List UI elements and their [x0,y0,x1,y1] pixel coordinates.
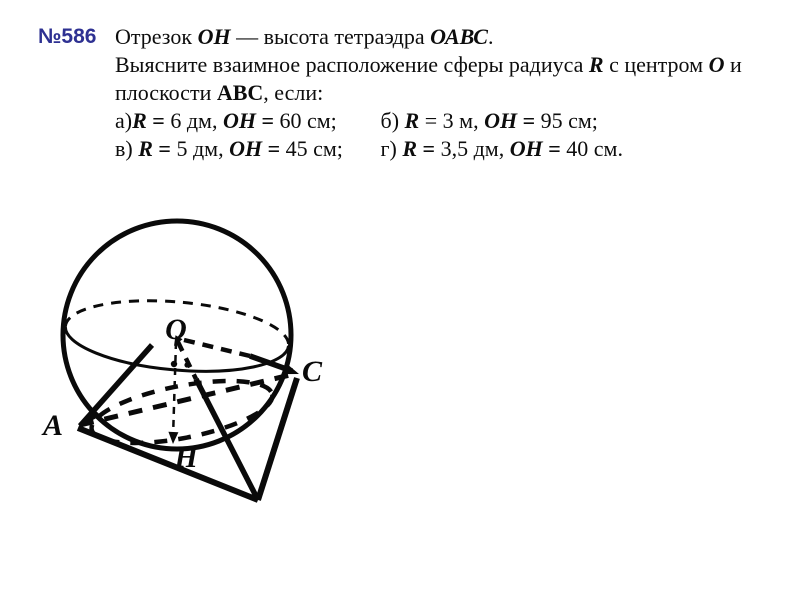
label-foot-h: Н [174,441,198,474]
axis-dot-2 [184,362,189,367]
text-run: = [262,136,286,161]
text-run: = [517,108,541,133]
options-row-1 [115,107,742,135]
text-run: ОН [229,136,263,161]
text-run: ОН [222,108,256,133]
text-run: 3 м, [442,108,485,133]
text-run: 6 дм, [170,108,223,133]
option-a [115,107,375,135]
option-b [381,108,598,133]
statement-line-1 [115,23,742,51]
text-run: ОАВС [430,24,488,49]
text-run: = [417,136,441,161]
problem-block [38,23,742,163]
option-g [381,136,623,161]
text-run: плоскости [115,80,217,105]
label-center-o: О [165,313,187,346]
problem-text [115,23,742,163]
text-run: Отрезок [115,24,198,49]
text-run: R [132,108,147,133]
edge-ab [78,428,258,500]
text-run: = [419,108,443,133]
text-run: и [724,52,742,77]
text-run: R [588,52,604,77]
text-run: 45 см; [285,136,343,161]
text-run: 5 дм, [176,136,230,161]
edge-ob-hidden [178,342,196,379]
text-run: 60 см; [279,108,337,133]
text-run: ОН [484,108,518,133]
axis-dot [171,361,177,367]
height-oh-dashed [173,342,176,438]
text-run: = [146,108,171,133]
text-run: АВС [216,80,264,105]
text-run: R [138,136,153,161]
problem-number: №586 [38,25,97,48]
text-run: = [152,136,177,161]
text-run: , если: [263,80,324,105]
text-run: = [542,136,567,161]
label-vertex-c: С [301,355,323,388]
text-run: R [402,136,418,161]
text-run: 40 см. [566,136,623,161]
option-v [115,135,375,163]
text-run: . [487,24,494,49]
text-run: г) [380,136,403,161]
text-run: 3,5 дм, [440,136,510,161]
text-run: = [255,108,280,133]
statement-line-2 [115,51,742,79]
text-run: — высота тетраэдра [230,24,431,49]
text-run: ОН [197,24,231,49]
edge-oc-hidden [184,340,250,356]
text-run: в) [115,136,139,161]
text-run: Выясните взаимное расположение сферы радиуса [115,52,589,77]
text-run: ОН [509,136,543,161]
text-run: с центром [603,52,709,77]
statement-line-3 [115,79,742,107]
text-run: а) [115,108,133,133]
edge-bc [258,378,297,500]
label-vertex-a: А [42,409,64,442]
sphere-tetrahedron-figure [30,195,370,525]
text-run: 95 см; [540,108,598,133]
options-row-2 [115,135,742,163]
text-run: О [708,52,725,77]
text-run: б) [380,108,405,133]
text-run: R [404,108,420,133]
